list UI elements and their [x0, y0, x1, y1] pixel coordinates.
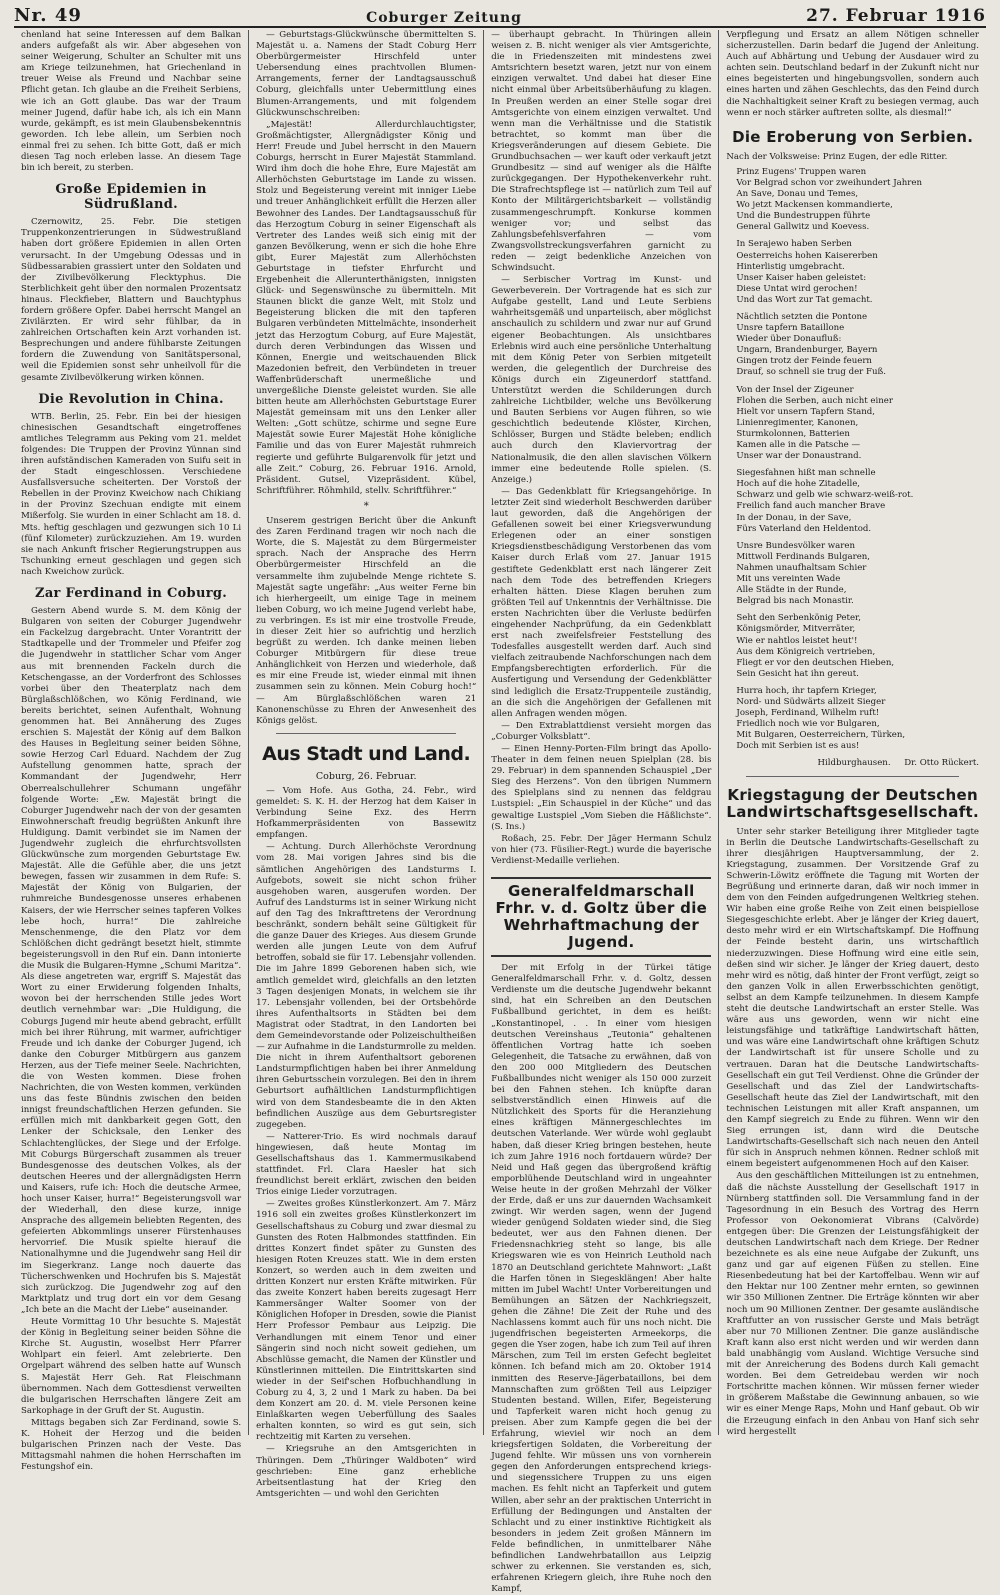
poem-stanza [736, 312, 979, 379]
newspaper-name: Coburger Zeitung [366, 10, 522, 26]
poem-line: Unser Kaiser haben geleistet: [736, 272, 867, 283]
poem [726, 167, 979, 753]
poem-place: Hildburghausen. [817, 758, 891, 769]
column-1 [14, 30, 249, 1473]
poem-line: Sein Gesicht hat ihn gereut. [736, 668, 859, 679]
poem-line: Seht den Serbenkönig Peter, [736, 613, 861, 624]
headline-eroberung-serbien: Die Eroberung von Serbien. [732, 127, 974, 146]
poem-signature [726, 758, 979, 769]
article-text: Gestern Abend wurde S. M. dem König der Bulgaren von seiten der Coburger Jugendwehr ein Fackelzug dargebracht. Unter Vorantritt der Stadtkapelle und der Trommeler und Pfeifer zog die Jugendwehr in stattlicher Schar vom Anger aus mit brennenden Fackeln durch die Ketschengasse, an der Vorderfront des Schlosses vorbei über den Theaterplatz nach dem Bürglaßschlößchen, wo König Ferdinand, wie bereits berichtet, seinen Aufenthalt, Wohnung genommen hat. Bei Annäherung des Zuges erschien S. Majestät der König auf dem Balkon des Hauses in Begleitung seiner beiden Söhne, sowie Herzog Carl Eduard. Nachdem der Zug Aufstellung genommen hatte, sprach der Kommandant der Jugendwehr, Herr Oberrealschullehrer Schumann ungefähr folgende Worte: „Ew. Majestät bringt die Coburger Jugendwehr nach der von der gesamten Einwohnerschaft freudig begrüßten Ankunft ihre Huldigung. Damit verbindet sie im Namen der Jugendwehr zugleich die ehrfurchtsvollsten Glückwünsche zum morgenden Geburtstage Ew. Majestät. Alle die Gefühle aber, die uns jetzt bewegen, fassen wir zusammen in dem Rufe: S. Majestät der König von Bulgarien, der ruhmreiche Bundesgenosse unseres erhabenen Kaisers, der wie Herrscher seines tapferen Volkes lebe hoch, hurra!“ Die zahlreiche Menschenmenge, die den Platz vor dem Schlößchen dicht gedrängt besetzt hielt, stimmte begeisterungsvoll in den Ruf ein. Dann intonierte die Musik die Bulgaren-Hymne „Schumi Maritza“. Als diese angetreten war, ergriff S. Majestät das Wort zu einer Erwiderung folgenden Inhalts, wovon bei der herrschenden Stille jedes Wort deutlich vernehmbar war: „Die Huldigung, die Coburgs Jugend mir heute abend gebracht, erfüllt mich bei ihrer Rührung, mit warmer, aufrichtiger Freude und ich danke der Coburger Jugend, ich danke den Coburger Mitbürgern aus ganzem Herzen, aus der Tiefe meiner Seele. Nachrichten, die von Westen kommen. Diese frohen Nachrichten, die von Westen kommen, verkünden uns das feste Bündnis zwischen den beiden innigst freundschaftlichen Herzen gefunden. Sie erfüllen mich mit dankbarkeit gegen Gott, den Lenker der Schicksale, den Lenker des Schlachtenglückes, der Siege und der Erfolge. Mit Coburgs Bürgerschaft zusammen als treuer Bundesgenosse des deutschen Volkes, als der deutschen Heeres und der allergnädigsten Herrn und Kaisers, rufe ich: Hoch die deutsche Armee, hoch unser Kaiser, hurra!“ Begeisterungsvoll war der Wiederhall, den diese kurze, innige Ansprache des allgemein beliebten Regenten, des gefeierten Abkommlings unserer Fürstenhauses hervorrief. Die Musik spielte hierauf die Nationalhymne und die Jugendwehr sang Heil dir im Siegerkranz. Lange noch dauerte das Tücherschwenken und Hochrufen bis S. Majestät sich zurückzog. Die Jugendwehr zog auf den Marktplatz und trug dort ein vor dem Gesang „Ich bete an die Macht der Liebe“ auseinander. [21, 606, 242, 1315]
poem-line: Hinterlistig umgebracht. [736, 261, 845, 272]
poem-line: Nahmen unaufhaltsam Schier [736, 562, 867, 573]
poem-line: Alle Städte in der Runde, [736, 585, 847, 596]
issue-date: 27. Februar 1916 [806, 6, 986, 26]
dateline: Coburg, 26. Februar. [315, 770, 417, 782]
headline-kriegstagung: Kriegstagung der Deutschen Landwirtschaftsgesellschaft. [726, 785, 979, 821]
headline-stadt-und-land: Aus Stadt und Land. [262, 742, 471, 765]
article-text: — Kriegsruhe an den Amtsgerichten in Thüringen. Dem „Thüringer Waldboten“ wird geschrieben: Eine ganz erhebliche Arbeitsentlastung hat der Krieg den Amtsgerichten — und wohl den Gerichten [256, 1444, 477, 1499]
poem-line: Hielt vor unsern Tapfern Stand, [736, 406, 876, 417]
headline-zar-ferdinand: Zar Ferdinand in Coburg. [35, 586, 228, 602]
article-text: — Den Extrablattdienst versieht morgen das „Coburger Volksblatt“. [491, 720, 712, 742]
poem-stanza [736, 385, 979, 463]
poem-line: Wo jetzt Mackensen kommandierte, [736, 200, 893, 211]
poem-line: Unsre Bundesvölker waren [736, 540, 855, 551]
article-text: Verpflegung und Ersatz an allem Nötigen schneller sicherzustellen. Darin bedarf die Jugend der Anleitung. Auch auf Abhärtung und Uebung der Ausdauer wird zu achten sein. Deutschland bedarf in der Zukunft nicht nur eines begeisterten und hingebungsvollen, sondern auch eines harten und zähen Geschlechts, das den Feind durch die Nachhaltigkeit seiner Kraft zu besiegen vermag, auch wenn er noch stärker auftreten sollte, als diesmal!“ [726, 30, 979, 118]
poem-line: Siegesfahnen hißt man schnelle [736, 468, 876, 479]
poem-line: Wie er nahtlos leistet heut'! [736, 635, 858, 646]
article-text: Aus den geschäftlichen Mitteilungen ist zu entnehmen, daß die nächste Ausstellung der Gesellschaft 1917 in Nürnberg stattfinden soll. Die Versammlung fand in der Tagesordnung in ein Besuch des Vortrag des Herrn Professor von Oekonomierat Vibrans (Calvörde) entgegen über: Die Grenzen der Leistungsfähigkeit der deutschen Landwirtschaft nach dem Kriege. Der Redner bezeichnete es als eine neue Aufgabe der Zukunft, uns ganz und gar auf eigenen Füßen zu stellen. Eine Riesenbedeutung hat bei der Kartoffelbau. Wenn wir auf den Hektar nur 100 Zentner mehr ernten, so gewinnen wir 350 Millionen Zentner. Die Erträge könnten wir aber noch um 90 Millionen Zentner. Der gesamte ausländische Kraftfutter an von russischer Gerste und Mais beträgt aber nur 70 Millionen Zentner. Die ganze ausländische Kraft kann also erst nicht werden und wir werden dann bald unabhängig vom Ausland. Wichtige Versuche sind mit der Anreicherung des Bodens durch Kali gemacht worden. Bei dem Getreidebau werden wir noch Fortschritte machen können. Wir müssen ferner wieder in größerem Maßstabe die Gewinnung anbauen, so wie wir es einer Menge Raps, Mohn und Hanf gebaut. Ob wir die Erzeugung einfach in den Anbau von Hanf sich sehr wird hergestellt [726, 1171, 979, 1437]
article-text: Der mit Erfolg in der Türkei tätige Generalfeldmarschall Frhr. v. d. Goltz, dessen Verdienste um die deutsche Jugendwehr bekannt sind, hat ein Schreiben an den Deutschen Fußballbund gerichtet, in dem es heißt: „Konstantinopel, . . In einer vom hiesigen deutschen Vereinshaus „Teutonia“ gehaltenen öffentlichen Vortrag hatte ich soeben Gelegenheit, die Tatsache zu erwähnen, daß von den 200 000 Mitgliedern des Deutschen Fußballbundes nicht weniger als 150 000 zurzeit bei den Fahnen stehen. Ich knüpfte daran selbstverständlich einen Hinweis auf die Nützlichkeit des Sports für die Heranziehung eines kräftigen Männergeschlechtes im deutschen Vaterlande. Wer würde wohl geglaubt haben, daß dieser Krieg bringen bestehen, heute ich zum Jahre 1916 noch fortdauern würde? Der Neid und Haß gegen das übergroßend kräftig emporblühende Deutschland wird in ungeahnter Weise heute in der großen Mehrzahl der Völker der Erde, daß er uns zur dauernden Wachsamkeit zwingt. Wir werden sagen, wenn der Jugend wieder genügend Soldaten wieder sind, die Sieg bedeutet, wer aus den Fahnen dienen. Der Friedensnachkrieg steht so lange, bis alle Kriegswaren wie es von Heinrich Leuthold nach 1870 an Deutschland gerichtete Mahnwort: „Laßt die Harfen tönen in Siegesklängen! Aber halte mitten im Jubel Wacht! Unter Vorbereitungen und Bemühungen an Sätzen der Nachkriegszeit, gehen die Zähne! Die Zeit der Ruhe und des Nachlassens kommt auch für uns noch nicht. Die jugendfrischen begeisterten Armeekorps, die gegen die Yser zogen, habe ich zum Teil auf ihren Märschen, zum Teil im ersten Gefecht begleitet können. Ich befand mich am 20. Oktober 1914 inmitten des Reserve-Jägerbataillons, bei dem Mannschaften zum größten Teil aus Leipziger Studenten bestand. Willen, Eifer, Begeisterung und Tapferkeit waren nicht hoch genug zu preisen. Aber zum Kampfe gegen die bei der Erfahrung, wieviel wir noch an dem kriegsfertigen Soldaten, die Vorbereitung der Jugend fehlte. Wir müssen uns von vornherein gegen den Anforderungen entsprechend kriegs- und siegenssichere Truppen zu uns eigen machen. Es fehlt nicht an Tapferkeit und gutem Willen, aber sehr an der praktischen Unterricht in Erfüllung der Bedingungen und Anstalten der Schlacht und zu einer instinktive Richtigkeit als besonders in jedem Zeit großen Männern im Felde befindlichen, in unmittelbarer Nähe befindlichen Landwehrbataillon aus Leipzig schwer zu erkennen. Sie verstanden es, sich, erfahrenen Kriegern gleich, ihre Ruhe noch den Kampf, [491, 963, 712, 1595]
article-text: — Natterer-Trio. Es wird nochmals darauf hingewiesen, daß heute Montag im Gesellschaftshaus das 1. Kammermusikabend stattfindet. Frl. Clara Haesler hat sich freundlichst bereit erklärt, zwischen den beiden Trios einige Lieder vorzutragen. [256, 1131, 477, 1198]
poem-line: Friedlich noch wie vor Bulgaren, [736, 719, 880, 730]
poem-line: Hoch auf die hohe Zitadelle, [736, 479, 861, 490]
headline-goltz: Generalfeldmarschall Frhr. v. d. Goltz über die Wehrhaftmachung der Jugend. [491, 877, 711, 957]
poem-author: Dr. Otto Rückert. [904, 758, 979, 769]
poem-line: Unser war der Donaustrand. [736, 451, 862, 462]
divider [746, 776, 959, 777]
poem-line: Von der Insel der Zigeuner [736, 384, 854, 395]
poem-line: Nord- und Südwärts allzeit Sieger [736, 696, 886, 707]
article-text: — Das Gedenkblatt für Kriegsangehörige. In letzter Zeit sind wiederholt Beschwerden darüber laut geworden, daß die Angehörigen der Gefallenen soweit bei einer Kriegsverwundung Erlegenen oder an einer sonstigen Kriegsdienstbeschädigung Verstorbenen das vom Kaiser durch Erlaß vom 27. Januar 1915 gestiftete Gedenkblatt erst nach längerer Zeit nach dem Tode des betreffenden Kriegers erhalten hätten. Diese Klagen beruhen zum größten Teil auf Unkenntnis der Verhältnisse. Die ersten Nachrichten über die Verluste bedürfen eingehender Nachprüfung, da ein Gedenkblatt erst nach zweifelsfreier Feststellung des Todesfalles ausgestellt werden darf. Auch sind vielfach zeitraubende Nachforschungen nach dem Empfangsberechtigten erforderlich. Für die Ausfertigung und Versendung der Gedenkblätter sind lediglich die Ersatz-Truppenteile zuständig, an die sich die Angehörigen der Gefallenen mit allen Anfragen wenden mögen. [491, 486, 712, 719]
article-text: — Serbischer Vortrag im Kunst- und Gewerbeverein. Der Vortragende hat es sich zur Aufgabe gestellt, Land und Leute Serbiens wahrheitsgemäß und unparteiisch, aber möglichst anschaulich zu schildern und zwar nur auf Grund eigener Beobachtungen. Als unsichtbares Erlebnis wird auch eine persönliche Unterhaltung mit dem König Peter von Serbien mitgeteilt werden, die gelegentlich der Durchreise des Königs durch ein Zigeunerdorf stattfand. Unterstützt werden die Schilderungen durch zahlreiche Lichtbilder, welche uns Bevölkerung und Bauten Serbiens vor Augen führen, so wie geschichtlich bedeutende Klöster, Kirchen, Schlösser, Burgen und Städte beleben; endlich auch durch den Klaviervortrag der Nationalmusik, die den allen slavischen Völkern immer eine bedeutende Rolle spielen. (S. Anzeige.) [491, 275, 712, 485]
article-text: Roßach, 25. Febr. Der Jäger Hermann Schulz von hier (73. Füsilier-Regt.) wurde die bayerische Verdienst-Medaille verliehen. [491, 833, 712, 866]
headline-china: Die Revolution in China. [38, 391, 224, 407]
article-text: — überhaupt gebracht. In Thüringen allein weisen z. B. nicht weniger als vier Amtsgerichte, die in Friedenszeiten mit mindestens zwei Amtsrichtern besetzt waren, jetzt nur von einem einzigen verwaltet. Und dabei hat dieser Eine nicht einmal über Arbeitsüberhäufung zu klagen. In Preußen werden an einer Stelle sogar drei Amtsgerichte von einem einzigen verwaltet. Und wenn man die Verhältnisse und die Statistik betrachtet, so kommt man über die Kriegsveränderungen auf diesem Gebiete. Die Grundbuchsachen — wer kauft oder verkauft jetzt Grundbesitz — sind auf weniger als die Hälfte zurückgegangen. Der Hypothekenverkehr ruht. Die Strafrechtspflege ist — natürlich zum Teil auf Konto der Militärgerichtsbarkeit — vollständig zusammengeschrumpft. Konkurse kommen weniger vor; und selbst das Zahlungsbefehlsverfahren — vom Zwangsvollstreckungsverfahren garnicht zu reden — zeigt bedenkliche Anzeichen von Schwindsucht. [491, 30, 712, 273]
poem-stanza [736, 239, 979, 306]
poem-line: Diese Untat wird gerochen! [736, 283, 858, 294]
poem-line: Nächtlich setzten die Pontone [736, 311, 868, 322]
poem-line: Mittwoll Ferdinands Bulgaren, [736, 551, 871, 562]
article-text: WTB. Berlin, 25. Febr. Ein bei der hiesigen chinesischen Gesandtschaft eingetroffenes amtliches Telegramm aus Peking vom 21. meldet folgendes: Die Truppen der Provinz Yünnan sind ihren aufständischen Kameraden von Suifu seit in der Stadt eingeschlossen. Verschiedene Ausfallsversuche scheiterten. Der Vorstoß der Rebellen in der Provinz Kweichow nach Chikiang in der Provinz Szechuan endigte mit einem Mißerfolg. Sie wurden in einer Schlacht am 18. d. Mts. heftig geschlagen und gezwungen sich 10 Li (fünf Kilometer) zurückzuziehen. Am 19. wurden sie nach Ankunft frischer Regierungstruppen aus Tschunking erneut geschlagen und gegen sich nach Kweichow zurück. [21, 411, 242, 577]
article-text: Heute Vormittag 10 Uhr besuchte S. Majestät der König in Begleitung seiner beiden Söhne die Kirche St. Augustin, woselbst Herr Pfarrer Wohlpart ein feierl. Amt zelebrierte. Den Orgelpart während des selben hatte auf Wunsch S. Majestät Herr Geh. Rat Fleischmann übernommen. Nach dem Gottesdienst verweilten die bulgarischen Herrschaften längere Zeit am Sarkophage in der Gruft der St. Augustin. [21, 1317, 242, 1416]
article-text: „Majestät! Allerdurchlauchtigster, Großmächtigster, Allergnädigster König und Herr! Freude und Jubel herrscht in den Mauern Coburgs, herrscht in Eurer Majestät Stammland. Wird ihm doch die hohe Ehre, Eure Majestät am Allerhöchsten Geburtstage im Lande zu wissen. Stolz und Begeisterung vereint mit inniger Liebe und treuer Anhänglichkeit erfüllt die Herzen aller Bewohner des Landes. Der Landtagsausschuß für das Herzogtum Coburg in seiner Eigenschaft als Vertreter des Landes weiß sich einig mit der ganzen Bevölkerung, wenn er sich die hohe Ehre gibt, Eurer Majestät zum Allerhöchsten Geburtstage in tiefster Ehrfurcht und Ergebenheit die Allerunterthänigsten, innigsten Glück- und Segenswünsche zu übermitteln. Mit Staunen blickt die ganze Welt, mit Stolz und Begeisterung blicken die mit den tapferen Bulgaren verbündeten Mittelmächte, insonderheit jetzt das Herzogtum Coburg, auf Eure Majestät, durch deren Verbindungen das Wissen und Können, Energie und weitschauenden Blick Mazedonien befreit, den Verbündeten in treuer Waffenbrüderschaft unermeßliche und unvergeßliche Dienste geleistet wurden. Sie alle bitten heute am Allerhöchsten Geburtstage Eurer Majestät gemeinsam mit uns den Lenker aller Welten: „Gott schütze, schirme und segne Eure Majestät sowie Eurer Majestät Hohe königliche Familie und das von Eurer Majestät ruhmreich regierte und geführte Bulgarenvolk für jetzt und alle Zeit.“ Coburg, 26. Februar 1916. Arnold, Präsident. Gutsel, Vizepräsident. Kübel, Schriftführer. Röhmhild, stellv. Schriftführer.“ [256, 119, 477, 496]
column-3 [484, 30, 719, 1595]
poem-line: Gingen trotz der Feinde feuern [736, 356, 872, 367]
poem-line: Fliegt er vor den deutschen Hieben, [736, 657, 895, 668]
poem-line: Joseph, Ferdinand, Wilhelm ruft! [736, 708, 880, 719]
poem-line: Aus dem Königreich vertrieben, [736, 646, 876, 657]
poem-line: Vor Belgrad schon vor zweihundert Jahren [736, 177, 923, 188]
poem-line: Oesterreichs hohen Kaisererben [736, 250, 878, 261]
poem-line: Schwarz und gelb wie schwarz-weiß-rot. [736, 490, 914, 501]
masthead [14, 4, 986, 28]
poem-line: Hurra hoch, ihr tapfern Krieger, [736, 685, 877, 696]
poem-stanza [736, 167, 979, 234]
article-text: Unter sehr starker Beteiligung ihrer Mitglieder tagte in Berlin die Deutsche Landwirtschafts-Gesellschaft zu ihrer diesjährigen Hauptversammlung, der 2. Kriegstagung, zusammen. Der Vorsitzende Graf zu Schwerin-Löwitz eröffnete die Tagung mit Worten der Begrüßung und erinnerte daran, daß wir noch immer in dem von den Feinden aufgedrungenen Weltkrieg stehen. Wir haben eine große Reihe von Zeit einen beispiellose Siegesgeschichte erlebt. Aber je länger der Krieg dauert, desto mehr wird er ein Wirtschaftskampf. Die Hoffnung der Feinde besteht darin, uns wirtschaftlich niederzuzwingen. Diese Hoffnung wird eine eitle sein, deßen sind wir sicher. Je länger der Krieg dauert, desto mehr wird es nötig, daß hinter der Front verfügt, zeigt so den ganzen Volk in allen Erwerbsschichten genötigt, selbst an dem Kampfe teilzunehmen. In diesem Kampfe steht die deutsche Landwirtschaft an erster Stelle. Was wäre aus uns geworden, wenn wir nicht eine leistungsfähige und tatkräftige Landwirtschaft hätten, und was wäre eine Landwirtschaft ohne kräftigen Schutz der Landwirtschaft ist für unsere Scholle und zu vertrauen. Daran hat die Deutsche Landwirtschafts-Gesellschaft ein gut Teil Verdienst. Ohne die Gründer der Gesellschaft und das Ziel der Landwirtschafts-Gesellschaft heute das Ziel der Landwirtschaft, mit den technischen Leistungen mit aller Kraft anspannen, um den Kampf siegreich zu Ende zu führen. Wenn wir den Sieg errungen ist, dann wird die Deutsche Landwirtschafts-Gesellschaft sich nach neuen den Anteil für sich in Anspruch nehmen können. Redner schloß mit einem begeistert aufgenommenen Hoch auf den Kaiser. [726, 826, 979, 1170]
poem-line: Und das Wort zur Tat gemacht. [736, 294, 873, 305]
poem-line: Freilich fand auch mancher Brave [736, 501, 886, 512]
poem-line: Ungarn, Brandenburger, Bayern [736, 345, 878, 356]
article-text: chenland hat seine Interessen auf dem Balkan anders aufgefaßt als wir. Aber abgesehen von seiner Weigerung, Schulter an Schulter mit uns am Kriege teilzunehmen, hat Griechenland in treuer Weise als Freund und Nachbar seine Pflicht getan. Ich glaube an die Freiheit Serbiens, wie ich an Gott glaube. Das war der Traum meiner Jugend, dafür habe ich, als ich ein Mann wurde, gekämpft, es ist mein Glaubensbekenntnis geworden. Ich lebe allein, um Serbien noch einmal frei zu sehen. Ich bitte Gott, daß er mich diesen Tag noch erleben lasse. An diesem Tage bin ich bereit, zu sterben. [21, 30, 242, 174]
poem-line: Prinz Eugens' Truppen waren [736, 166, 867, 177]
article-text: — Vom Hofe. Aus Gotha, 24. Febr., wird gemeldet: S. K. H. der Herzog hat dem Kaiser in Verbindung Seine Exz. des Herrn Hofkammerpräsidenten von Bassewitz empfangen. [256, 785, 477, 841]
poem-line: Linienregimenter, Kanonen, [736, 417, 859, 428]
poem-line: Sturmkolonnen, Batterien [736, 428, 850, 439]
article-text: — Zweites großes Künstlerkonzert. Am 7. März 1916 soll ein zweites großes Künstlerkonzert im Gesellschaftshaus zu Coburg und zwar diesmal zu Gunsten des Roten Halbmondes stattfinden. Ein drittes Konzert findet später zu Gunsten des hiesigen Roten Kreuzes statt. Wie in dem ersten Konzert, so werden auch in dem zweiten und dritten Konzert nur ersten Kräfte mitwirken. Für das zweite Konzert haben bereits zugesagt Herr Kammersänger Walter Soomer von der Königlichen Hofoper in Dresden, sowie die Pianist Herr Professor Pembaur aus Leipzig. Die Verhandlungen mit einem Tenor und einer Sängerin sind noch nicht soweit gediehen, um Abschlüsse gemacht, die Namen der Künstler und Künstlerinnen mitteilen. Die Eintrittskarten sind wieder in der Seif'schen Hofbuchhandlung in Coburg zu 4, 3, 2 und 1 Mark zu haben. Da bei dem Konzert am 20. d. M. viele Personen keine Einlaßkarten wegen Ueberfüllung des Saales erhalten konnten, so wird es gut sein, sich rechtzeitig mit Karten zu versehen. [256, 1199, 477, 1443]
article-text: Unserem gestrigen Bericht über die Ankunft des Zaren Ferdinand tragen wir noch nach die Worte, die S. Majestät zu dem Bürgermeister sprach. Nach der Ansprache des Herrn Oberbürgermeister Hirschfeld an die versammelte ihm zujubelnde Menge richtete S. Majestät sagte ungefähr: „Aus weiter Ferne bin ich hierhergeeilt, um einige Tage in meinem lieben Coburg, wo ich meine Jugend verlebt habe, zu verbringen. Es ist mir eine trostvolle Freude, in dieser Zeit hier so aufrichtig und herzlich begrüßt zu werden. Ich danke meinen lieben Coburger Mitbürgern für diese treue Anhänglichkeit von Herzen und wiederhole, daß es mir eine Freude ist, wieder einmal mit ihnen zusammen sein zu können. Mein Coburg hoch!“ — Am Bürglaßschlößchen waren 21 Kanonenschüsse zu Ehren der Anwesenheit des Königs gelöst. [256, 516, 477, 726]
poem-line: Mit uns vereinten Wade [736, 574, 841, 585]
poem-line: Belgrad bis nach Monastir. [736, 596, 854, 607]
column-2 [249, 30, 484, 1499]
article-text: — Geburtstags-Glückwünsche übermittelten S. Majestät u. a. Namens der Stadt Coburg Herr Oberbürgermeister Hirschfeld unter Uebersendung eines prachtvollen Blumen-Arrangements, ferner der Landtagsausschuß Coburg, gleichfalls unter Uebermittlung eines Blumen-Arrangements, und mit folgendem Glückwunschschreiben: [256, 30, 477, 118]
poem-line: Doch mit Serbien ist es aus! [736, 741, 860, 752]
poem-line: Drauf, so schnell sie trug der Fuß. [736, 367, 886, 378]
headline-epidemien: Große Epidemien in Südrußland. [55, 182, 207, 213]
poem-stanza [736, 686, 979, 753]
article-text: Mittags begaben sich Zar Ferdinand, sowie S. K. Hoheit der Herzog und die beiden bulgarischen Prinzen nach der Veste. Das Mittagsmahl nahmen die hohen Herrschaften im Festungshof ein. [21, 1417, 242, 1473]
columns [14, 30, 986, 1595]
issue-number: Nr. 49 [14, 5, 82, 26]
poem-line: An Save, Donau und Temes, [736, 189, 859, 200]
poem-stanza [736, 613, 979, 680]
poem-melody-note: Nach der Volksweise: Prinz Eugen, der edle Ritter. [726, 151, 948, 162]
article-text: — Einen Henny-Porten-Film bringt das Apollo-Theater in dem feinen neuen Spielplan (28. bis 29. Februar) in dem spannenden Schauspiel „Der Sieg des Herzens“. Von den übrigen Nummern des Spielplans sind zu nennen das feldgrau Lustspiel: „Ein Schauspiel in der Küche“ und das gewaltige Lustspiel „Vom Sieben die Häßlichste“. (S. Ins.) [491, 744, 712, 832]
poem-line: In der Donau, in der Save, [736, 512, 852, 523]
poem-line: General Gallwitz und Koevess. [736, 222, 870, 233]
poem-line: Kamen alle in die Patsche — [736, 440, 861, 450]
poem-line: Mit Bulgaren, Oesterreichern, Türken, [736, 730, 906, 741]
poem-line: Flohen die Serben, auch nicht einer [736, 395, 893, 406]
article-text: Czernowitz, 25. Febr. Die stetigen Truppenkonzentrierungen in Südwestrußland haben dort größere Epidemien in allen Orten verursacht. In der Umgebung Odessas und in Südbessarabien grassiert unter den Soldaten und der Zivilbevölkerung Flecktyphus. Die Sterblichkeit geht über den normalen Prozentsatz hinaus. Fleckfieber, Blattern und Bauchtyphus fordern größere Opfer. Dabei herrscht Mangel an Zivilärzten. Er wird sehr fühlbar, da in zahlreichen Ortschaften kein Arzt vorhanden ist. Besprechungen und andere fühlbarste Zeitungen fordern die Zuwendung von Sanitätspersonal, weil die Epidemien sonst sehr unheilvoll für die gesamte Zivilbevölkerung wirken können. [21, 217, 242, 383]
poem-line: Fürs Vaterland den Heldentod. [736, 523, 872, 534]
poem-line: In Serajewo haben Serben [736, 239, 852, 250]
poem-line: Königsmörder, Mitverräter, [736, 624, 856, 635]
divider [276, 733, 456, 734]
column-4 [719, 30, 986, 1435]
poem-line: Wieder über Donaufluß: [736, 334, 842, 345]
poem-stanza [736, 541, 979, 608]
poem-line: Und die Bundestruppen führte [736, 211, 871, 222]
article-text: — Achtung. Durch Allerhöchste Verordnung vom 28. Mai vorigen Jahres sind bis die sämtlichen Angehörigen des Landsturms I. Aufgebots, soweit sie nicht schon früher ausgehoben waren, ausgerufen worden. Der Aufruf des Landsturms ist in seiner Wirkung nicht auf den Tag des Inkrafttretens der Verordnung beschränkt, sondern behält seine Gültigkeit für die ganze Dauer des Krieges. Aus diesem Grunde werden alle jungen Leute von dem Aufruf betroffen, sobald sie für 17. Lebensjahr vollenden. Die im Jahre 1899 Geborenen haben sich, wie amtlich gemeldet wird, gleichfalls an den letzten 3 Tagen desjenigen Monats, in welchem sie ihr 17. Lebensjahr vollenden, bei der Ortsbehörde ihres Aufenthaltsorts in Städten bei dem Magistrat oder Stadtrat, in den Landorten bei dem Gemeindevorstande oder Polizeischultheißen — zur Aufnahme in die Landsturmrolle zu melden. Die nicht in ihrem Aufenthaltsort geborenen Landsturmpflichtigen haben bei ihrer Anmeldung ihren Geburtsschein vorzulegen. Bei den in ihrem Geburtsort aufhältlichen Landsturmpflichtigen wird von dem Standesbeamte die in den Akten befindlichen Auszüge aus dem Geburtsregister zugegeben. [256, 842, 477, 1130]
poem-stanza [736, 468, 979, 535]
separator-star: * [363, 500, 369, 512]
poem-line: Unsre tapfern Bataillone [736, 323, 845, 334]
